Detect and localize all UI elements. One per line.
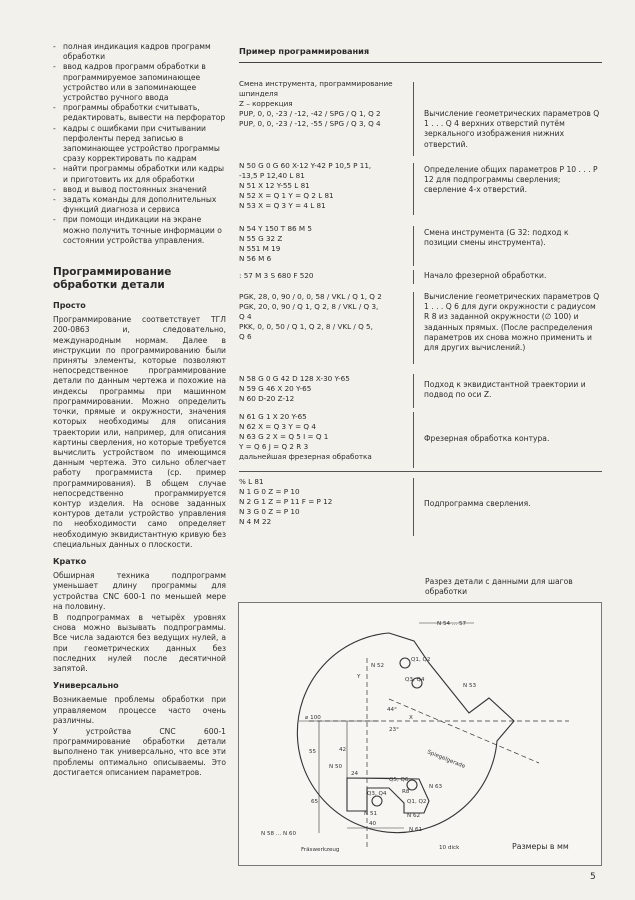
- example-title: Пример программирования: [239, 46, 602, 63]
- divider: [413, 226, 414, 266]
- code-description: Определение общих параметров P 10 . . . P 12 для подпрограммы сверления; сверление 4-х отверстий.: [424, 165, 598, 195]
- drawing-label: N 61: [409, 827, 423, 833]
- code-block: N 54 Y 150 T 86 M 5 N 55 G 32 Z N 551 M 19 N 56 M 6: [239, 224, 312, 263]
- drawing-label: N 58 ... N 60: [261, 831, 297, 837]
- example-row: [239, 79, 602, 155]
- drawing-label: Spiegelgerade: [426, 749, 466, 770]
- divider: [413, 82, 414, 156]
- code-block: PGK, 28, 0, 90 / 0, 0, 58 / VKL / Q 1, Q 2 PGK, 20, 0, 90 / Q 1, Q 2, 8 / VKL / Q 3, Q 4 PKK, 0, 0, 50 / Q 1, Q 2, 8 / VKL / Q 5, Q 6: [239, 292, 382, 341]
- part-contour: [297, 633, 514, 833]
- left-column: [53, 42, 226, 778]
- drawing-label: Y: [357, 674, 361, 680]
- code-block: : 57 M 3 S 680 F 520: [239, 271, 314, 280]
- list-item: - при помощи индикации на экране можно получить точные информации о состоянии устройства управления.: [53, 215, 226, 246]
- code-description: Фрезерная обработка контура.: [424, 434, 550, 443]
- list-item: - ввод кадров программ обработки в программируемое запоминающее устройство или в запоминающее устройство ручного ввода: [53, 62, 226, 103]
- feature-list: [53, 42, 226, 246]
- drawing-label: Fräswerkzeug: [301, 847, 340, 853]
- list-item: - задать команды для дополнительных функций диагноза и сервиса: [53, 195, 226, 215]
- list-item: - полная индикация кадров программ обработки: [53, 42, 226, 62]
- code-description: Подпрограмма сверления.: [424, 499, 531, 508]
- drawing-label: Q5, Q6: [389, 777, 409, 783]
- list-item: - программы обработки считывать, редактировать, вывести на перфоратор: [53, 103, 226, 123]
- drawing-label: R8: [402, 789, 410, 795]
- divider: [413, 478, 414, 536]
- code-description: Смена инструмента (G 32: подход к позиции смены инструмента).: [424, 228, 569, 248]
- subheading-kratko: Кратко: [53, 556, 87, 566]
- drawing-label: 40: [369, 821, 377, 827]
- subheading-prosto: Просто: [53, 301, 86, 311]
- drawing-label: Q3, Q4: [405, 677, 425, 683]
- drawing-label: N 63: [429, 784, 443, 790]
- code-description: Подход к эквидистантной траектории и подвод по оси Z.: [424, 380, 586, 400]
- example-row: [239, 374, 602, 408]
- example-row: [239, 477, 602, 537]
- drawing-label: ⌀ 100: [305, 715, 321, 721]
- code-block: N 58 G 0 G 42 D 128 X-30 Y-65 N 59 G 46 X 20 Y-65 N 60 D-20 Z-12: [239, 374, 350, 403]
- drawing-label: N 52: [371, 663, 385, 669]
- drawing-label: 42: [339, 747, 347, 753]
- drawing-label: 23°: [389, 727, 399, 733]
- paragraph-prosto: Программирование соответствует ТГЛ 200-0863 и, следовательно, международным нормам. Далее в инструкции по программированию были приняты элементы, которые позволяют непосредственное программирование детали по данным чертежа и похожие на индексы программы при машинном программировании. Можно определить точки, прямые и окружности, значения которых необходимы для описания траектории или, например, для описания картины сверления, но которые требуется вычислить устройством по имеющимся данным чертежа. Это сильно облегчает работу программиста (ср. пример программирования). В общем случае непосредственно программируется контур изделия. На основе заданных контуров детали устройство управления по необходимости само определяет необходимую эквидистантную кривую без специальных данных о плоскости.: [53, 315, 226, 549]
- divider: [239, 471, 602, 472]
- divider: [413, 270, 414, 284]
- mirror-line: [389, 699, 539, 763]
- drawing-caption: Разрез детали с данными для шагов обработки: [425, 577, 573, 596]
- code-block: % L 81 N 1 G 0 Z = P 10 N 2 G 1 Z = P 11 F = P 12 N 3 G 0 Z = P 10 N 4 M 22: [239, 477, 333, 526]
- list-item: - найти программы обработки или кадры и приготовить их для обработки: [53, 164, 226, 184]
- drawing-label: N 53: [463, 683, 477, 689]
- list-item: - ввод и вывод постоянных значений: [53, 185, 226, 195]
- paragraph-universal-2: У устройства CNC 600-1 программирование обработки детали выполнено так универсально, что все эти проблемы оптимально описываемы. Это достигается описанием параметров.: [53, 726, 226, 777]
- divider: [413, 412, 414, 468]
- drawing-label: Q1, Q2: [407, 799, 427, 805]
- programming-example: [239, 46, 602, 63]
- hole: [372, 796, 382, 806]
- example-row: [239, 161, 602, 213]
- drawing-label: 24: [351, 771, 359, 777]
- code-description: Вычисление геометрических параметров Q 1 . . . Q 4 верхних отверстий путём зеркального изображения нижних отверстий.: [424, 109, 600, 149]
- drawing-label: 55: [309, 749, 317, 755]
- example-row: [239, 224, 602, 266]
- page-number: 5: [590, 872, 596, 882]
- list-item: - кадры с ошибками при считывании перфоленты перед записью в запоминающее устройство программы сразу корректировать по кадрам: [53, 124, 226, 165]
- drawing-label: 65: [311, 799, 319, 805]
- code-block: N 50 G 0 G 60 X-12 Y-42 P 10,5 P 11, -13,5 P 12,40 L 81 N 51 X 12 Y-55 L 81 N 52 X = Q 1 Y = Q 2 L 81 N 53 X = Q 3 Y = 4 L 81: [239, 161, 372, 210]
- drawing-label: Q3, Q4: [367, 791, 387, 797]
- part-section-svg: [239, 603, 601, 865]
- divider: [413, 292, 414, 364]
- drawing-label: 44°: [387, 707, 397, 713]
- code-description: Вычисление геометрических параметров Q 1 . . . Q 6 для дуги окружности с радиусом R 8 из заданной окружности (∅ 100) и заданных прямых. (После распределения параметров их снова можно применить и для других вычислений.): [424, 292, 600, 353]
- section-title: Программирование обработки детали: [53, 266, 172, 292]
- subheading-universal: Универсально: [53, 681, 119, 691]
- units-label: Размеры в мм: [512, 842, 569, 851]
- paragraph-kratko-2: В подпрограммах в четырёх уровнях снова можно вызывать подпрограммы. Все числа задаются без ведущих нулей, а при геометрических данных без последних нулей после десятичной запятой.: [53, 612, 226, 673]
- example-row: [239, 292, 602, 364]
- code-block: N 61 G 1 X 20 Y-65 N 62 X = Q 3 Y = Q 4 N 63 G 2 X = Q 5 I = Q 1 Y = Q 6 J = Q 2 R 3 дальнейшая фрезерная обработка: [239, 412, 372, 461]
- part-drawing: [238, 602, 602, 866]
- paragraph-universal-1: Возникаемые проблемы обработки при управляемом процессе часто очень различны.: [53, 695, 226, 725]
- divider: [413, 374, 414, 408]
- hole: [400, 658, 410, 668]
- drawing-label: N 50: [329, 764, 343, 770]
- example-row: [239, 271, 602, 283]
- code-description: Начало фрезерной обработки.: [424, 271, 547, 280]
- drawing-label: Q1, Q2: [411, 657, 431, 663]
- drawing-label: X: [409, 715, 413, 721]
- drawing-label: N 51: [364, 811, 378, 817]
- drawing-label: N 62: [407, 813, 421, 819]
- example-row: [239, 412, 602, 468]
- code-block: Смена инструмента, программирование шпинделя Z – коррекция PUP, 0, 0, -23 / -12, -42 / SPG / Q 1, Q 2 PUP, 0, 0, -23 / -12, -55 / SPG / Q 3, Q 4: [239, 79, 393, 128]
- drawing-label: N 54 ... 57: [437, 621, 467, 627]
- divider: [413, 163, 414, 215]
- drawing-label: 10 dick: [439, 845, 460, 851]
- paragraph-kratko-1: Обширная техника подпрограмм уменьшает длину программы для устройства CNC 600-1 по меньшей мере на половину.: [53, 571, 226, 611]
